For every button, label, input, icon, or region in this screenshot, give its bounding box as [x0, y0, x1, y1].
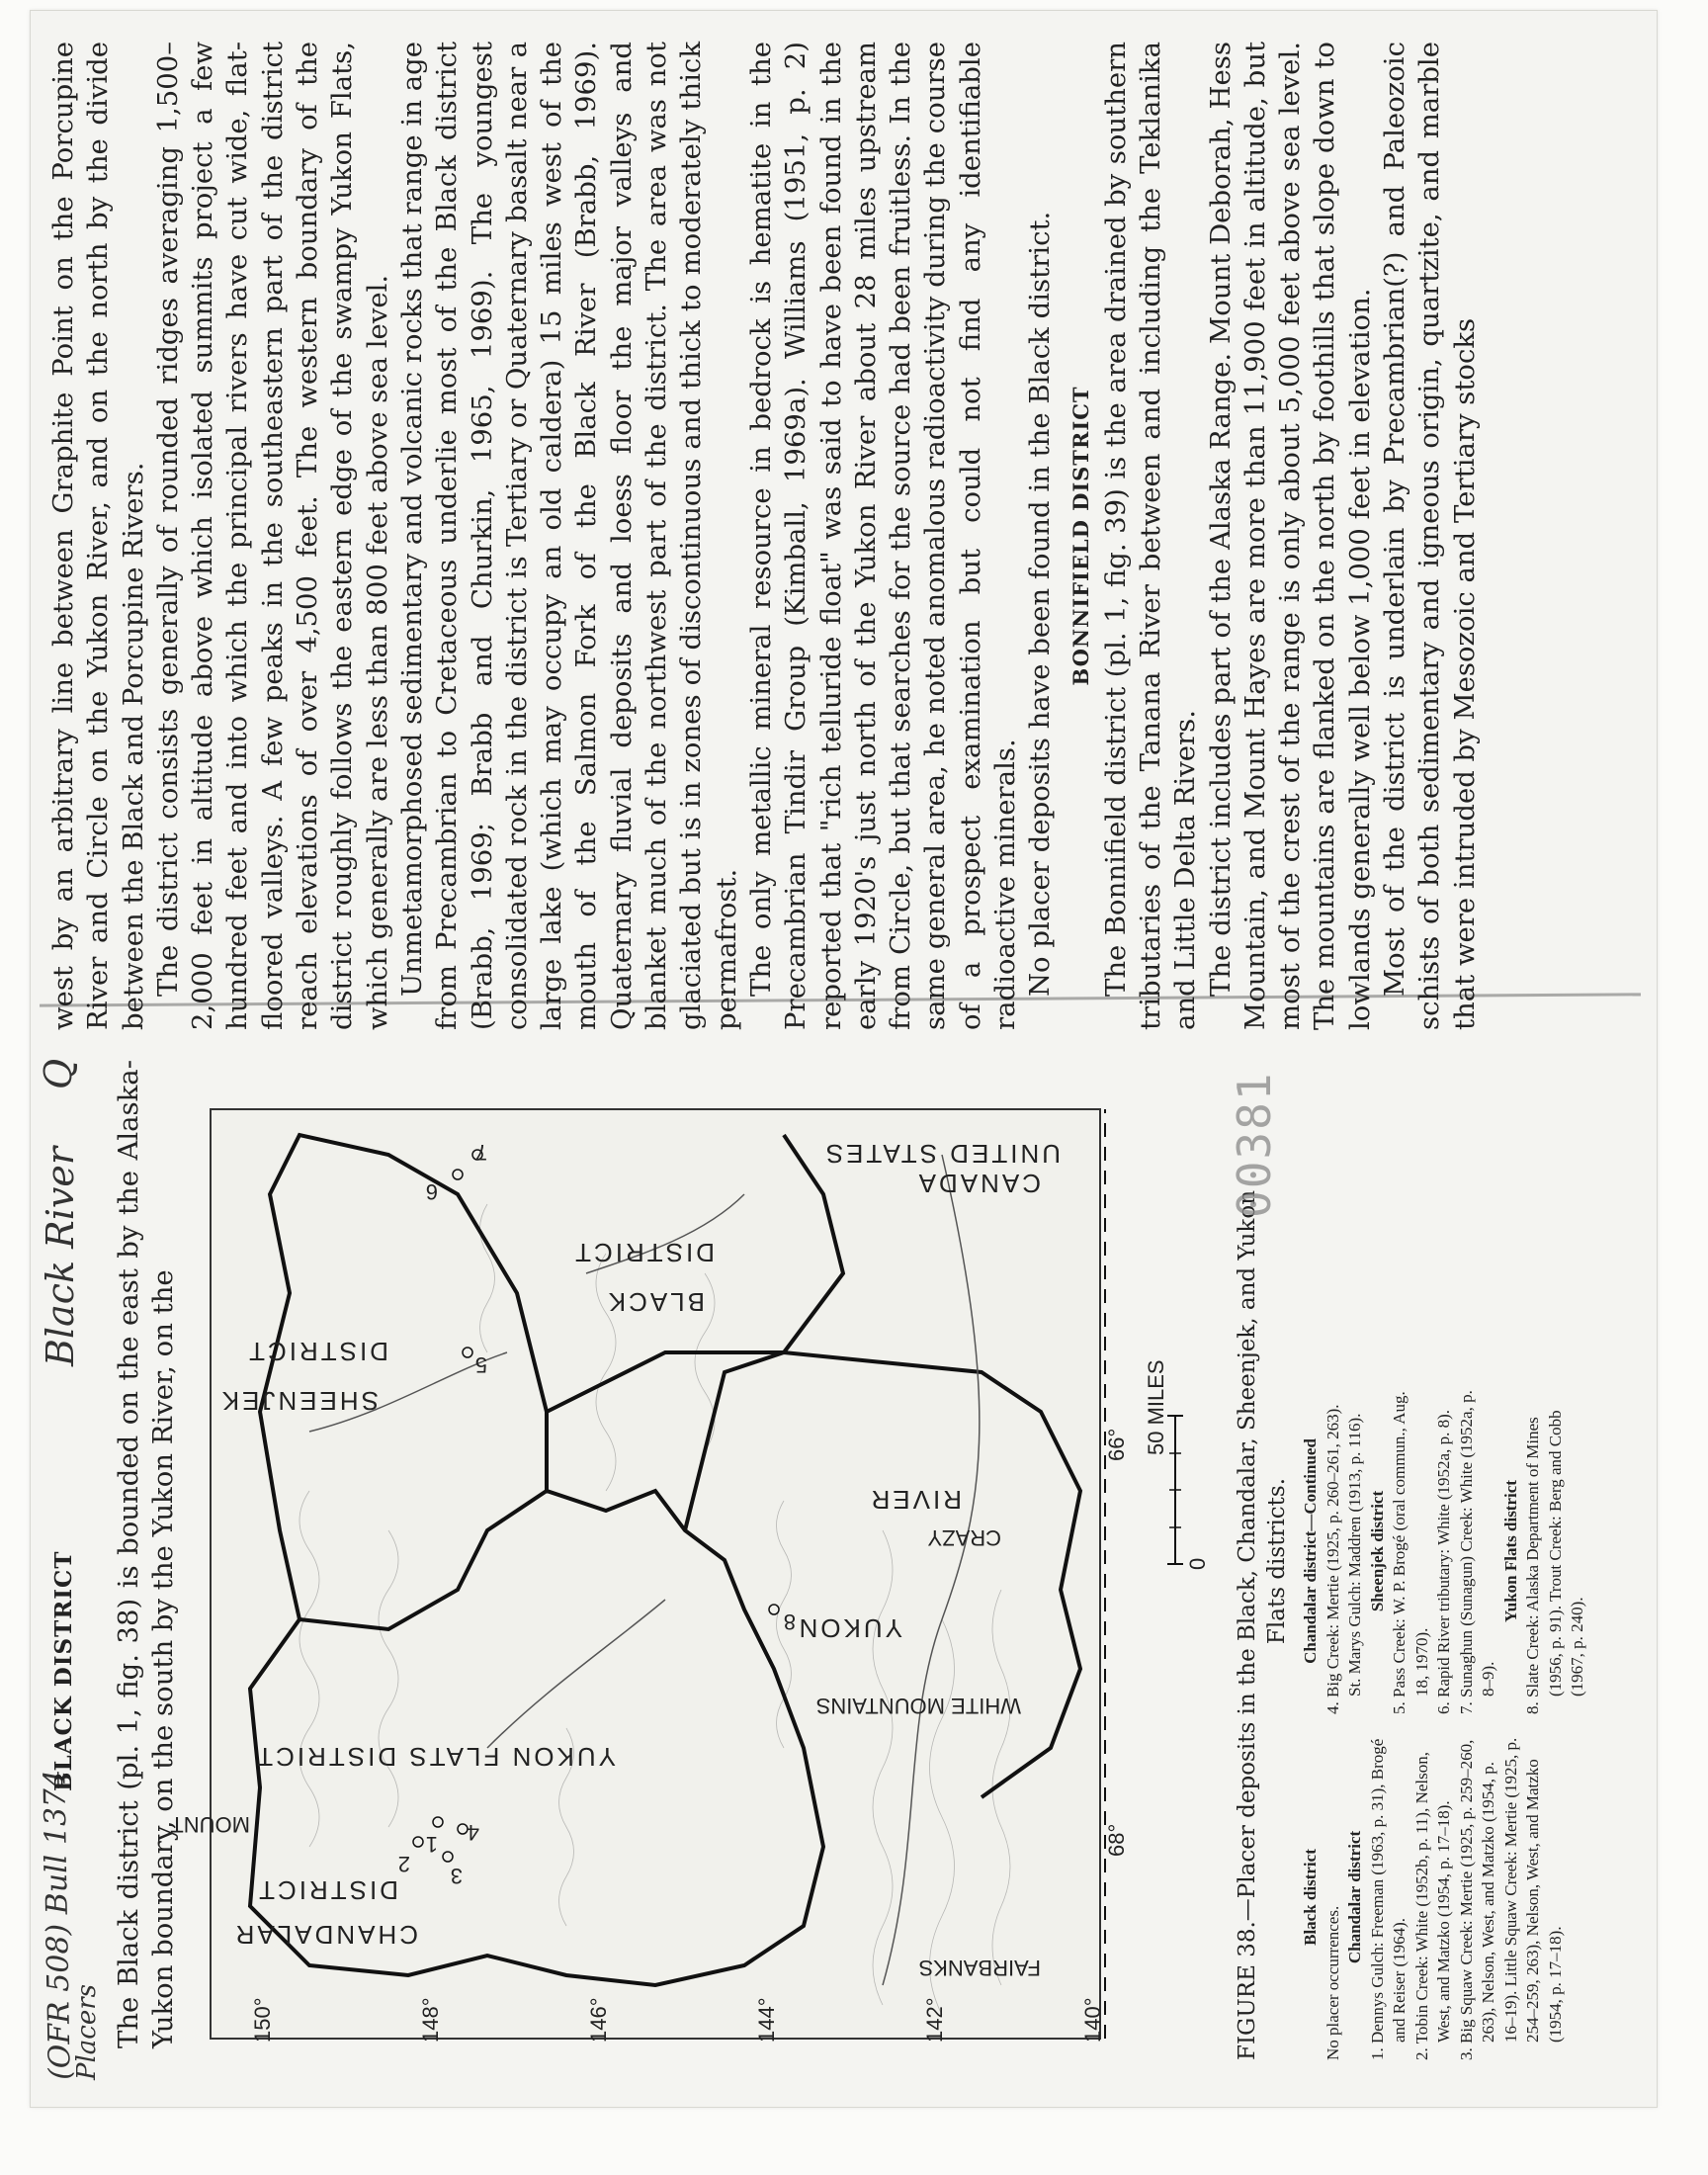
- ref-subheading: Chandalar district: [1345, 1830, 1364, 1964]
- label-chandalar-district: DISTRICT: [256, 1875, 398, 1905]
- bonnifield-para-1: The Bonnifield district (pl. 1, fig. 39) is the area drained by southern tributaries of the Tanana River between and including the Teklanika and Little Delta Rivers.: [1099, 42, 1202, 1030]
- ref-item: 1. Dennys Gulch: Freeman (1963, p. 31), Brogé and Reiser (1964).: [1367, 1738, 1409, 2060]
- deposit-2-label: 2: [397, 1852, 410, 1876]
- black-para-2: The district consists generally of rounded ridges averaging 1,500–2,000 feet in altitude above which isolated summits project a few hundred feet and into which the principal rivers have cut wide, flat-floored valleys. A few peaks in the southeastern part of the district reach elevations of over 4,500 feet. The western boundary of the district roughly follows the eastern edge of the swampy Yukon Flats, which generally are less than 800 feet above sea level.: [151, 42, 393, 1030]
- ref-item: 3. Big Squaw Creek: Mertie (1925, p. 259–260, 263), Nelson, West, and Matzko (1954, p. 16–19). Little Squaw Creek: Mertie (1925, p. 254–259, 263), Nelson, West, and Matzko (1954, p. 17–18).: [1456, 1737, 1565, 2060]
- scale-bar: [1146, 1327, 1215, 1584]
- bonnifield-para-2: The district includes part of the Alaska Range. Mount Deborah, Hess Mountain, and Mount Hayes are more than 11,900 feet in altitude, but most of the crest of the range is only about 5,000 feet above sea level. The mountains are flanked on the north by foothills that slope down to lowlands generally well below 1,000 feet in elevation.: [1204, 42, 1376, 1030]
- scale-bar-svg: [1146, 1327, 1215, 1584]
- lat-66: 66°: [1104, 1428, 1129, 1461]
- lon-140: 140°: [1080, 1997, 1105, 2043]
- ref-item: No placer occurrences.: [1323, 1905, 1342, 2060]
- label-yukon: YUKON: [796, 1613, 902, 1643]
- deposit-7-label: 7: [474, 1140, 487, 1165]
- label-black-district: DISTRICT: [572, 1238, 715, 1267]
- deposit-5-label: 5: [474, 1352, 487, 1377]
- text-column: [46, 42, 1549, 1030]
- figure-column: [37, 1050, 1588, 2081]
- black-para-5: No placer deposits have been found in the Black district.: [1024, 211, 1057, 997]
- placer-map: [170, 1091, 1130, 2044]
- label-black: BLACK: [605, 1287, 705, 1317]
- black-district-heading: BLACK DISTRICT: [50, 1550, 77, 1791]
- label-sheenjek: SHEENJEK: [218, 1386, 379, 1416]
- deposit-6-label: 6: [425, 1179, 438, 1204]
- label-river: RIVER: [868, 1485, 962, 1515]
- bonnifield-para-3: Most of the district is underlain by Precambrian(?) and Paleozoic schists of both sedimentary and igneous origin, quartzite, and marble that were intruded by Mesozoic and Tertiary stocks: [1378, 42, 1481, 1030]
- scale-zero: 0: [1185, 1557, 1210, 1570]
- handwritten-mark: Q: [37, 1058, 80, 1089]
- references-column-1: [1300, 1734, 1567, 2060]
- label-white-mountains: WHITE MOUNTAINS: [815, 1694, 1021, 1718]
- handwritten-title: Black River: [39, 1146, 82, 1366]
- latitude-labels: [1104, 1429, 1129, 1857]
- lon-150: 150°: [250, 1997, 275, 2043]
- ref-subheading: Sheenjek district: [1367, 1490, 1387, 1612]
- lon-148: 148°: [418, 1997, 443, 2043]
- ref-item: 8. Slate Creek: Alaska Department of Mines (1956, p. 91). Trout Creek: Berg and Cobb (1967, p. 240).: [1523, 1410, 1586, 1714]
- black-para-1: west by an arbitrary line between Graphite Point on the Porcupine River and Circle on the Yukon River, and on the north by the divide between the Black and Porcupine Rivers.: [47, 42, 149, 1030]
- lon-144: 144°: [754, 1997, 779, 2043]
- ref-subheading: Chandalar district—Continued: [1301, 1438, 1320, 1664]
- references-column-2: [1300, 1388, 1589, 1714]
- label-yukon-flats: YUKON FLATS DISTRICT: [254, 1742, 616, 1772]
- caption-line-2: Flats districts.: [1264, 1477, 1290, 1645]
- deposit-4-label: 4: [467, 1820, 479, 1845]
- ref-item: 6. Rapid River tributary: White (1952a, p. 8).: [1434, 1410, 1453, 1714]
- label-crazy: CRAZY: [927, 1525, 1001, 1550]
- ref-item: 2. Tobin Creek: White (1952b, p. 11), Nelson, West, and Matzko (1954, p. 17–18).: [1411, 1751, 1453, 2060]
- ref-subheading: Black district: [1301, 1849, 1320, 1946]
- ref-item: 7. Sunaghun (Sunagun) Creek: White (1952a, p. 8–9).: [1456, 1390, 1497, 1714]
- label-canada: CANADA: [915, 1169, 1041, 1198]
- rotated-page: [37, 32, 1628, 2088]
- black-para-4: The only metallic mineral resource in bedrock is hematite in the Precambrian Tindir Group (Kimball, 1969a). Williams (1951, p. 2) reported that "rich telluride float" was said to have been found in the early 1920's just north of the Yukon River about 28 miles upstream from Circle, but that searches for the source had been fruitless. In the same general area, he noted anomalous radioactivity during the course of a prospect examination but could not find any identifiable radioactive minerals.: [744, 42, 1022, 1030]
- black-district-lead: The Black district (pl. 1, fig. 38) is bounded on the east by the Alaska-Yukon boundary, on the south by the Yukon River, on the: [112, 1060, 179, 2048]
- document-stamp: 00381: [1228, 1071, 1281, 1218]
- black-para-3: Unmetamorphosed sedimentary and volcanic rocks that range in age from Precambrian to Cretaceous underlie most of the Black district (Brabb, 1969; Brabb and Churkin, 1965, 1969). The youngest consolidated rock in the district is Tertiary or Quaternary basalt near a large lake (which may occupy an old caldera) 15 miles west of the mouth of the Salmon Fork of the Black River (Brabb, 1969). Quaternary fluvial deposits and loess floor the major valleys and blanket much of the northwest part of the district. The area was not glaciated but is in zones of discontinuous and thick to moderately thick permafrost.: [395, 42, 742, 1030]
- handwritten-reference: (OFR 508) Bull 1374: [38, 1769, 78, 2081]
- deposit-8-label: 8: [783, 1610, 796, 1634]
- handwritten-placers: Placers: [72, 1983, 102, 2080]
- caption-line-1: FIGURE 38.—Placer deposits in the Black, Chandalar, Sheenjek, and Yukon: [1235, 1189, 1260, 2060]
- lat-68: 68°: [1104, 1823, 1129, 1857]
- ref-item: 4. Big Creek: Mertie (1925, p. 260–261, 263). St. Marys Gulch: Maddren (1913, p. 116).: [1323, 1404, 1364, 1714]
- lon-142: 142°: [922, 1997, 947, 2043]
- deposit-1-label: 1: [425, 1832, 438, 1857]
- deposit-3-label: 3: [450, 1864, 463, 1888]
- ref-item: 5. Pass Creek: W. P. Brogé (oral commun., Aug. 18, 1970).: [1390, 1391, 1431, 1714]
- bonnifield-heading: BONNIFIELD DISTRICT: [1068, 386, 1093, 686]
- lon-146: 146°: [586, 1997, 611, 2043]
- label-fairbanks: FAIRBANKS: [918, 1956, 1041, 1980]
- label-united-states: UNITED STATES: [822, 1139, 1061, 1169]
- label-mount: MOUNT: [170, 1812, 250, 1837]
- label-chandalar: CHANDALAR: [232, 1920, 418, 1950]
- map-svg: [170, 1091, 1130, 2044]
- ref-subheading: Yukon Flats district: [1500, 1480, 1520, 1622]
- scale-label: 50 MILES: [1144, 1359, 1168, 1455]
- label-sheenjek-district: DISTRICT: [246, 1337, 388, 1366]
